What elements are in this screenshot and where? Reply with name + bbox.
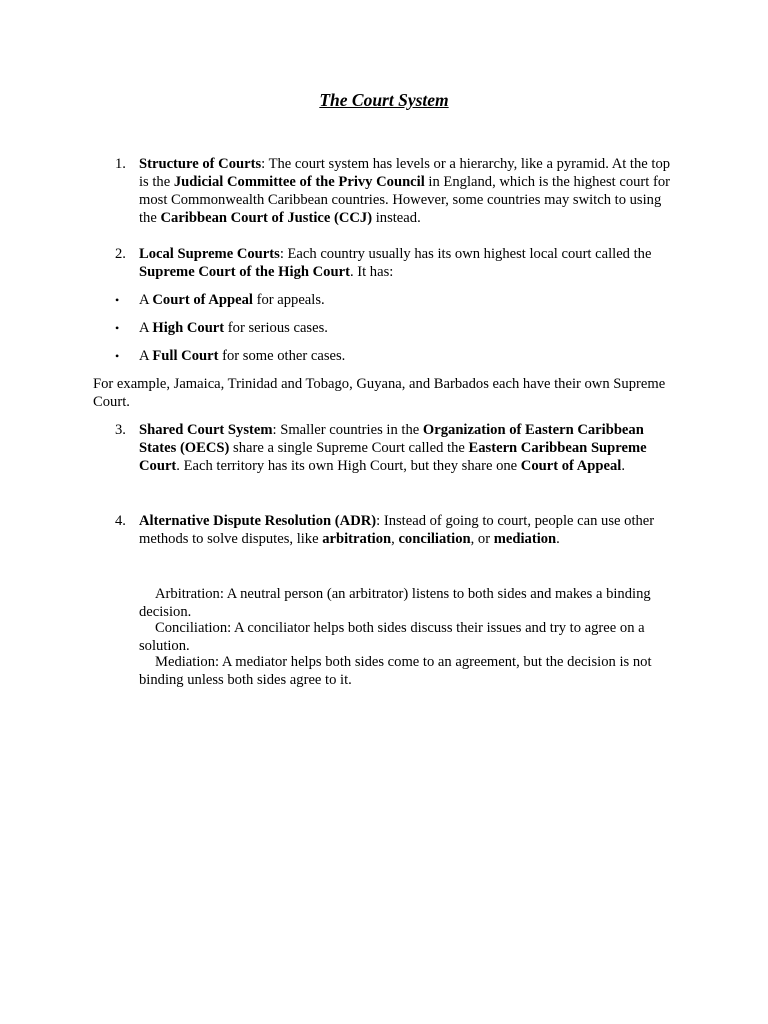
page-title: The Court System [319,90,449,110]
item-heading: Alternative Dispute Resolution (ADR) [139,513,377,529]
item-text: . Each territory has its own High Court, but they share one [176,458,521,474]
item-text: , or [470,531,494,547]
adr-arbitration: Arbitration: A neutral person (an arbitrator) listens to both sides and makes a binding decision. [139,586,651,620]
list-number: 2. [115,246,126,262]
example-paragraph: For example, Jamaica, Trinidad and Tobago, Guyana, and Barbados each have their own Supreme Court. [93,376,666,410]
bullet-item: • A High Court for serious cases. [115,320,328,336]
item-text: . [621,458,625,474]
adr-mediation: Mediation: A mediator helps both sides come to an agreement, but the decision is not binding unless both sides agree to it. [139,654,652,688]
item-heading: Local Supreme Courts [139,246,280,262]
bullet-icon: • [115,349,120,363]
item-text: : Smaller countries in the [272,422,423,438]
list-number: 4. [115,513,126,529]
bullet-item: • A Full Court for some other cases. [115,348,346,364]
item-bold: Court of Appeal [520,458,622,474]
item-text: : The court system has levels or a hierarchy, like a pyramid. At the top is the [139,156,671,190]
item-text: . [556,531,560,547]
list-item-shared-court-system [115,421,679,475]
item-bold: Supreme Court of the High Court [139,264,350,280]
item-bold: conciliation [398,531,471,547]
item-bold: Eastern Caribbean Supreme Court [139,440,647,474]
item-text: instead. [372,210,421,226]
item-text: , [391,531,399,547]
adr-conciliation: Conciliation: A conciliator helps both sides discuss their issues and try to agree on a solution. [139,620,645,654]
item-bold: mediation [493,531,557,547]
item-bold: Caribbean Court of Justice (CCJ) [160,210,373,226]
item-text: in England, which is the highest court for most Commonwealth Caribbean countries. However, some countries may switch to using the [139,174,670,226]
list-number: 1. [115,156,126,172]
list-item-adr [115,512,679,548]
item-text: : Each country usually has its own highest local court called the [279,246,652,262]
list-number: 3. [115,422,126,438]
item-bold: arbitration [322,531,392,547]
bullet-item: • A Court of Appeal for appeals. [115,292,325,308]
item-heading: Structure of Courts [139,156,262,172]
item-bold: Judicial Committee of the Privy Council [173,174,425,190]
bullet-icon: • [115,293,120,307]
item-bold: Organization of Eastern Caribbean States (OECS) [139,422,644,456]
list-item-local-supreme-courts [115,245,679,281]
item-text: . It has: [349,264,394,280]
bullet-icon: • [115,321,120,335]
item-text: : Instead of going to court, people can use other methods to solve disputes, like [139,513,655,547]
list-item-structure-of-courts [115,155,679,227]
item-text: share a single Supreme Court called the [229,440,469,456]
item-heading: Shared Court System [139,422,273,438]
